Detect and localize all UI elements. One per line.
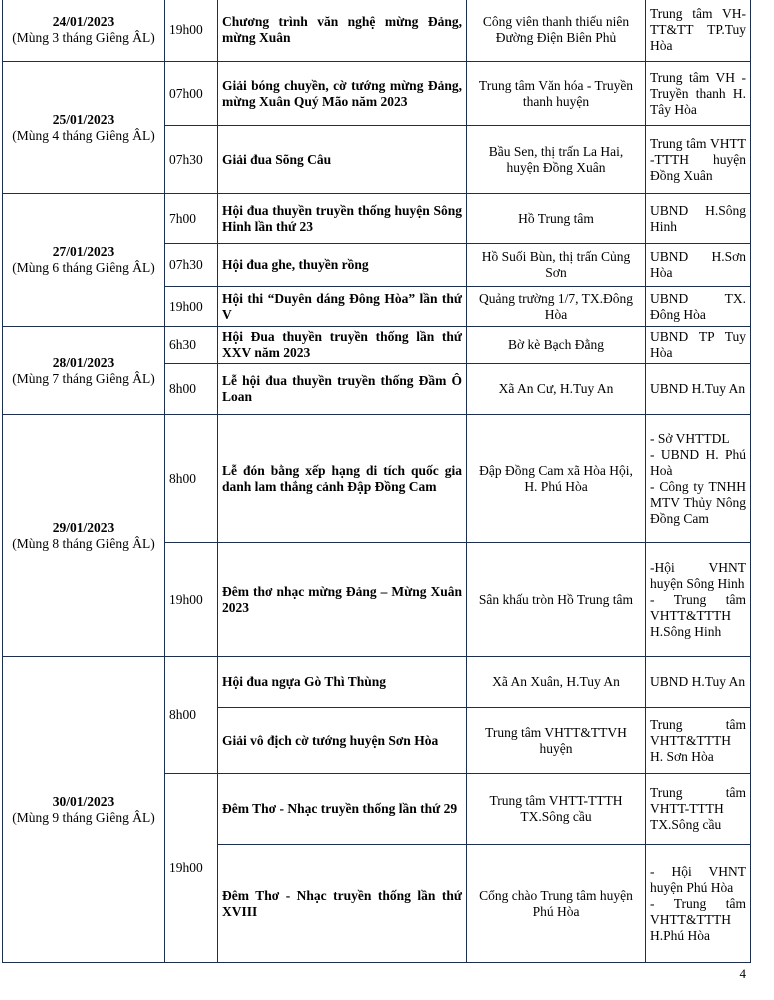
time-cell: 7h00	[165, 194, 218, 244]
organizer-cell: Trung tâm VHTT&TTTH H. Sơn Hòa	[646, 708, 751, 774]
event-cell: Hội đua ghe, thuyền rồng	[218, 244, 467, 287]
date-cell	[3, 62, 165, 194]
location-cell: Hồ Suối Bùn, thị trấn Củng Sơn	[467, 244, 646, 287]
time-cell: 07h30	[165, 244, 218, 287]
time-cell: 8h00	[165, 364, 218, 415]
date: 29/01/2023	[52, 519, 115, 535]
organizer-cell: Trung tâm VH -Truyền thanh H. Tây Hòa	[646, 62, 751, 126]
lunar-date: (Mùng 3 tháng Giêng ÂL)	[12, 30, 155, 45]
event-cell: Hội đua thuyền truyền thống huyện Sông Hinh lần thứ 23	[218, 194, 467, 244]
organizer-cell: -Hội VHNT huyện Sông Hinh - Trung tâm VHTT&TTTH H.Sông Hinh	[646, 543, 751, 657]
event-cell: Giải đua Sõng Câu	[218, 126, 467, 194]
date: 27/01/2023	[52, 244, 115, 259]
time-cell: 19h00	[165, 287, 218, 327]
location-cell: Xã An Cư, H.Tuy An	[467, 364, 646, 415]
table-row	[3, 657, 751, 708]
location-cell: Trung tâm Văn hóa - Truyền thanh huyện	[467, 62, 646, 126]
location-cell: Trung tâm VHTT-TTTH TX.Sông cầu	[467, 774, 646, 845]
time-cell: 07h30	[165, 126, 218, 194]
event-cell: Đêm Thơ - Nhạc truyền thống lần thứ 29	[218, 774, 467, 845]
event-cell: Lễ hội đua thuyền truyền thống Đầm Ô Loan	[218, 364, 467, 415]
time-cell: 19h00	[165, 0, 218, 62]
organizer-cell: Trung tâm VH-TT&TT TP.Tuy Hòa	[646, 0, 751, 62]
time-cell: 19h00	[165, 774, 218, 963]
organizer-cell: - Sở VHTTDL - UBND H. Phú Hoà - Công ty TNHH MTV Thủy Nông Đồng Cam	[646, 415, 751, 543]
lunar-date: (Mùng 6 tháng Giêng ÂL)	[12, 260, 155, 275]
event-cell: Đêm thơ nhạc mừng Đảng – Mừng Xuân 2023	[218, 543, 467, 657]
organizer-cell: UBND H.Sông Hinh	[646, 194, 751, 244]
location-cell: Cổng chào Trung tâm huyện Phú Hòa	[467, 845, 646, 963]
event-cell: Đêm Thơ - Nhạc truyền thống lần thứ XVIII	[218, 845, 467, 963]
organizer-cell: UBND TP Tuy Hòa	[646, 327, 751, 364]
table-row	[3, 194, 751, 244]
date: 30/01/2023	[52, 793, 115, 809]
table-row	[3, 327, 751, 364]
date-cell	[3, 657, 165, 963]
time-cell: 8h00	[165, 415, 218, 543]
location-cell: Sân khấu tròn Hồ Trung tâm	[467, 543, 646, 657]
organizer-cell: UBND H.Sơn Hòa	[646, 244, 751, 287]
location-cell: Bầu Sen, thị trấn La Hai, huyện Đồng Xuân	[467, 126, 646, 194]
location-cell: Trung tâm VHTT&TTVH huyện	[467, 708, 646, 774]
event-cell: Hội đua ngựa Gò Thì Thùng	[218, 657, 467, 708]
organizer-cell: UBND H.Tuy An	[646, 657, 751, 708]
organizer-cell: - Hội VHNT huyện Phú Hòa - Trung tâm VHTT&TTTH H.Phú Hòa	[646, 845, 751, 963]
schedule-table	[2, 0, 751, 963]
time-cell: 19h00	[165, 543, 218, 657]
organizer-cell: Trung tâm VHTT-TTTH TX.Sông cầu	[646, 774, 751, 845]
table-row	[3, 62, 751, 126]
lunar-date: (Mùng 7 tháng Giêng ÂL)	[12, 370, 155, 386]
lunar-date: (Mùng 9 tháng Giêng ÂL)	[12, 809, 155, 825]
event-cell: Chương trình văn nghệ mừng Đảng, mừng Xuân	[218, 0, 467, 62]
location-cell: Xã An Xuân, H.Tuy An	[467, 657, 646, 708]
event-cell: Giải bóng chuyền, cờ tướng mừng Đảng, mừng Xuân Quý Mão năm 2023	[218, 62, 467, 126]
organizer-cell: Trung tâm VHTT -TTTH huyện Đồng Xuân	[646, 126, 751, 194]
organizer-cell: UBND TX. Đông Hòa	[646, 287, 751, 327]
date-cell	[3, 415, 165, 657]
event-cell: Giải vô địch cờ tướng huyện Sơn Hòa	[218, 708, 467, 774]
lunar-date: (Mùng 4 tháng Giêng ÂL)	[12, 127, 155, 143]
time-cell: 6h30	[165, 327, 218, 364]
page-number: 4	[739, 966, 746, 981]
location-cell: Công viên thanh thiếu niên Đường Điện Biên Phủ	[467, 0, 646, 62]
location-cell: Bờ kè Bạch Đằng	[467, 327, 646, 364]
date-cell	[3, 194, 165, 327]
organizer-cell: UBND H.Tuy An	[646, 364, 751, 415]
date-cell	[3, 0, 165, 62]
location-cell: Quảng trường 1/7, TX.Đông Hòa	[467, 287, 646, 327]
date: 28/01/2023	[52, 354, 115, 370]
lunar-date: (Mùng 8 tháng Giêng ÂL)	[12, 535, 155, 551]
event-cell: Hội Đua thuyền truyền thống lần thứ XXV năm 2023	[218, 327, 467, 364]
event-cell: Hội thi “Duyên dáng Đông Hòa” lần thứ V	[218, 287, 467, 327]
time-cell: 8h00	[165, 657, 218, 774]
location-cell: Hồ Trung tâm	[467, 194, 646, 244]
location-cell: Đập Đồng Cam xã Hòa Hội, H. Phú Hòa	[467, 415, 646, 543]
date: 25/01/2023	[52, 111, 115, 127]
event-cell: Lễ đón bằng xếp hạng di tích quốc gia danh lam thắng cảnh Đập Đồng Cam	[218, 415, 467, 543]
date: 24/01/2023	[52, 14, 115, 29]
time-cell: 07h00	[165, 62, 218, 126]
table-row	[3, 0, 751, 62]
table-row	[3, 415, 751, 543]
date-cell	[3, 327, 165, 415]
